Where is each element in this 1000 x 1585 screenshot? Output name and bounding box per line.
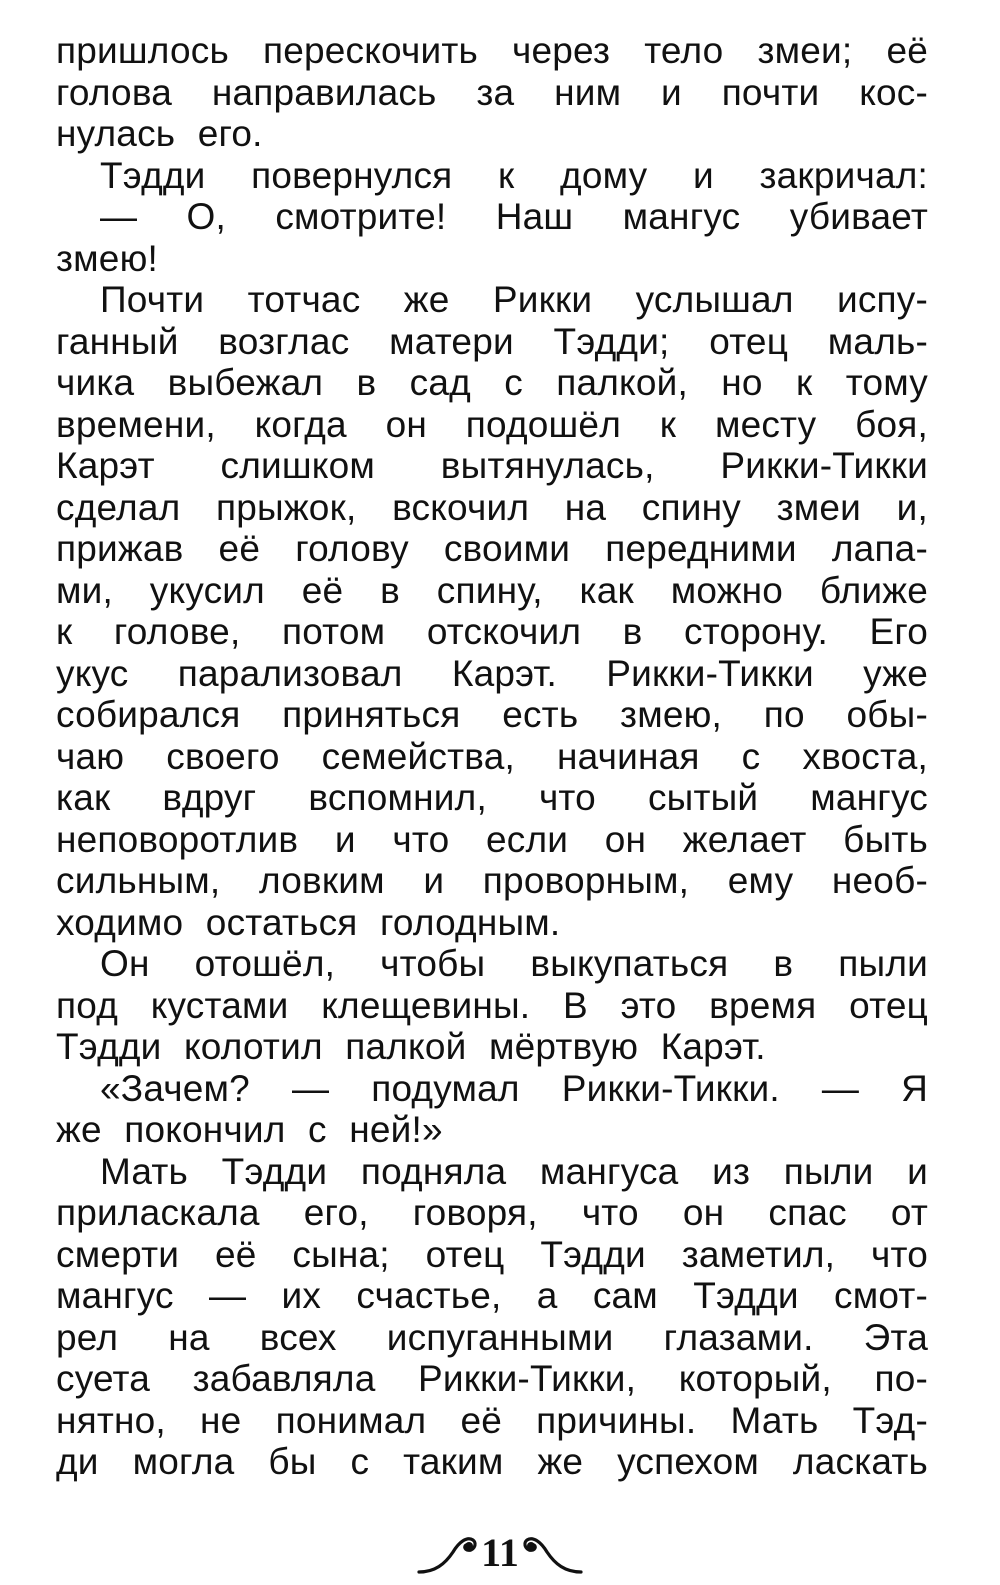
text-line: времени, когда он подошёл к месту боя, bbox=[56, 403, 928, 445]
text-line: ми, укусил её в спину, как можно ближе bbox=[56, 569, 928, 611]
text-line: — О, смотрите! Наш мангус убивает bbox=[100, 196, 928, 237]
text-line: как вдруг вспомнил, что сытый мангус bbox=[56, 777, 928, 818]
text-line: сильным, ловким и проворным, ему необ- bbox=[56, 860, 928, 901]
text-line: же покончил с ней!» bbox=[56, 1109, 443, 1150]
text-line: рел на всех испуганными глазами. Эта bbox=[56, 1316, 928, 1358]
text-line: мангус — их счастье, а сам Тэдди смот- bbox=[56, 1275, 928, 1316]
text-line: пришлось перескочить через тело змеи; её bbox=[56, 30, 928, 71]
text-line: ди могла бы с таким же успехом ласкать bbox=[56, 1441, 928, 1482]
text-line: змею! bbox=[56, 237, 159, 279]
text-line: смерти её сына; отец Тэдди заметил, что bbox=[56, 1233, 928, 1275]
text-line: к голове, потом отскочил в сторону. Его bbox=[56, 611, 928, 652]
text-line: неповоротлив и что если он желает быть bbox=[56, 818, 928, 860]
text-line: Он отошёл, чтобы выкупаться в пыли bbox=[100, 943, 928, 984]
text-line: приласкала его, говоря, что он спас от bbox=[56, 1192, 928, 1233]
text-line: укус парализовал Карэт. Рикки-Тикки уже bbox=[56, 652, 928, 694]
text-line: ганный возглас матери Тэдди; отец маль- bbox=[56, 320, 928, 362]
text-line: собирался приняться есть змею, по обы- bbox=[56, 694, 928, 735]
text-line: сделал прыжок, вскочил на спину змеи и, bbox=[56, 486, 928, 528]
text-line: «Зачем? — подумал Рикки-Тикки. — Я bbox=[100, 1067, 928, 1109]
text-line: Карэт слишком вытянулась, Рикки-Тикки bbox=[56, 445, 928, 486]
page-number: 11 bbox=[481, 1530, 519, 1575]
page-text bbox=[56, 30, 928, 1483]
text-line: голова направилась за ним и почти кос- bbox=[56, 71, 928, 113]
text-line: прижав её голову своими передними лапа- bbox=[56, 528, 928, 569]
text-line: чаю своего семейства, начиная с хвоста, bbox=[56, 735, 928, 777]
text-line: под кустами клещевины. В это время отец bbox=[56, 984, 928, 1026]
text-line: Тэдди колотил палкой мёртвую Карэт. bbox=[56, 1026, 766, 1067]
text-line: Мать Тэдди подняла мангуса из пыли и bbox=[100, 1150, 928, 1192]
text-line: нятно, не понимал её причины. Мать Тэд- bbox=[56, 1399, 928, 1441]
text-line: ходимо остаться голодным. bbox=[56, 901, 561, 943]
text-line: Тэдди повернулся к дому и закричал: bbox=[100, 154, 928, 196]
text-line: Почти тотчас же Рикки услышал испу- bbox=[100, 279, 928, 320]
text-line: нулась его. bbox=[56, 113, 263, 154]
swirl-ornament-right-icon bbox=[523, 1528, 583, 1578]
swirl-ornament-left-icon bbox=[417, 1528, 477, 1578]
page-footer bbox=[0, 1528, 1000, 1578]
text-line: суета забавляла Рикки-Тикки, который, по- bbox=[56, 1358, 928, 1399]
text-line: чика выбежал в сад с палкой, но к тому bbox=[56, 362, 928, 403]
